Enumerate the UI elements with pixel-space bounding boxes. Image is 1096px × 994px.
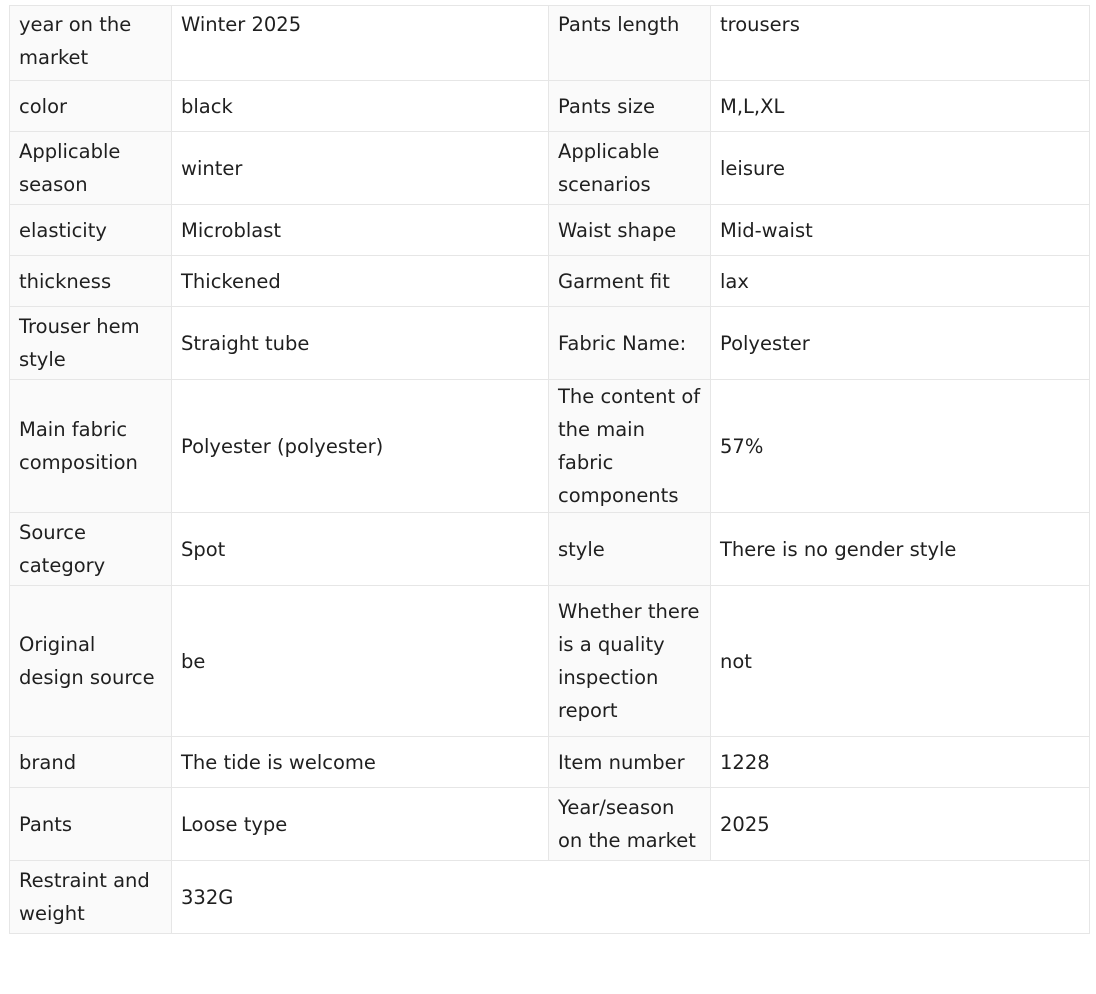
attribute-value: Polyester (polyester) (172, 380, 549, 513)
attribute-label: Applicable season (10, 132, 172, 205)
attribute-value: Thickened (172, 256, 549, 307)
attribute-label: Applicable scenarios (549, 132, 711, 205)
attribute-value: M,L,XL (711, 81, 1090, 132)
attribute-value: Loose type (172, 788, 549, 861)
attribute-label: Source category (10, 513, 172, 586)
table-row (10, 737, 1090, 788)
attribute-label: The content of the main fabric components (549, 380, 711, 513)
table-row (10, 6, 1090, 81)
attribute-value: black (172, 81, 549, 132)
attribute-value: Mid-waist (711, 205, 1090, 256)
attribute-label: Pants size (549, 81, 711, 132)
attribute-value: Straight tube (172, 307, 549, 380)
attribute-label: Whether there is a quality inspection report (549, 586, 711, 737)
table-row (10, 256, 1090, 307)
table-row (10, 586, 1090, 737)
attribute-label: Year/season on the market (549, 788, 711, 861)
attribute-label: Original design source (10, 586, 172, 737)
table-row (10, 132, 1090, 205)
attribute-value: lax (711, 256, 1090, 307)
attribute-label: year on the market (10, 6, 172, 81)
attribute-value: 1228 (711, 737, 1090, 788)
table-row (10, 861, 1090, 934)
attribute-label: Pants (10, 788, 172, 861)
attributes-table (9, 5, 1090, 934)
attribute-value: Spot (172, 513, 549, 586)
attribute-label: Pants length (549, 6, 711, 81)
table-row (10, 513, 1090, 586)
attribute-label: Restraint and weight (10, 861, 172, 934)
table-row (10, 307, 1090, 380)
attribute-value: 2025 (711, 788, 1090, 861)
attribute-value: There is no gender style (711, 513, 1090, 586)
attribute-value: 332G (172, 861, 1090, 934)
attribute-label: elasticity (10, 205, 172, 256)
attribute-value: winter (172, 132, 549, 205)
table-row (10, 788, 1090, 861)
attribute-value: Winter 2025 (172, 6, 549, 81)
attribute-label: Garment fit (549, 256, 711, 307)
attribute-value: The tide is welcome (172, 737, 549, 788)
attribute-label: Main fabric composition (10, 380, 172, 513)
attribute-label: Fabric Name: (549, 307, 711, 380)
attribute-value: trousers (711, 6, 1090, 81)
table-row (10, 205, 1090, 256)
attribute-value: Microblast (172, 205, 549, 256)
attribute-label: Item number (549, 737, 711, 788)
attribute-value: be (172, 586, 549, 737)
attribute-value: 57% (711, 380, 1090, 513)
attribute-value: Polyester (711, 307, 1090, 380)
attribute-label: brand (10, 737, 172, 788)
product-attributes (9, 5, 1089, 934)
attribute-value: leisure (711, 132, 1090, 205)
attribute-label: style (549, 513, 711, 586)
attribute-value: not (711, 586, 1090, 737)
attribute-label: color (10, 81, 172, 132)
attribute-label: Trouser hem style (10, 307, 172, 380)
table-row (10, 81, 1090, 132)
attribute-label: thickness (10, 256, 172, 307)
table-row (10, 380, 1090, 513)
attribute-label: Waist shape (549, 205, 711, 256)
